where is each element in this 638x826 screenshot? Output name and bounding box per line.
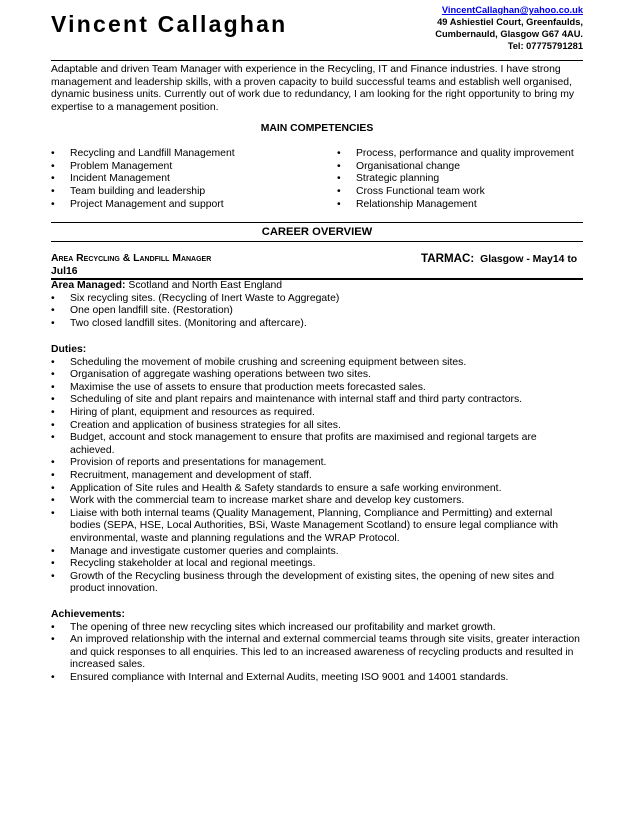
achievements-list bbox=[51, 622, 583, 685]
phone-number: Tel: 07775791281 bbox=[507, 41, 583, 51]
duties-section bbox=[51, 344, 583, 596]
list-item: • Manage and investigate customer queries and complaints. bbox=[51, 546, 583, 559]
list-item: • Liaise with both internal teams (Quality Management, Planning, Compliance and Permitting) and external bodies (SEPA, HSE, Local Authorities, BSi, Waste Management Scotland) to ensure legal compliance with environmental, waste and planning regulations and the WRAP Protocol. bbox=[51, 508, 583, 546]
area-managed bbox=[51, 280, 583, 293]
career-heading: CAREER OVERVIEW bbox=[261, 226, 373, 238]
candidate-name: Vincent Callaghan bbox=[51, 11, 288, 37]
job-location-dates: Glasgow - May14 to bbox=[480, 254, 578, 265]
list-item: • Organisation of aggregate washing operations between two sites. bbox=[51, 369, 583, 382]
job-details bbox=[51, 280, 583, 330]
employer-name: TARMAC: bbox=[421, 252, 475, 265]
area-managed-value: Scotland and North East England bbox=[128, 280, 283, 291]
competencies-left-list bbox=[51, 148, 235, 212]
job-title: Area Recycling & Landfill Manager bbox=[51, 253, 212, 264]
list-item: • Incident Management bbox=[51, 173, 235, 186]
list-item: • Application of Site rules and Health & Safety standards to ensure a safe working environment. bbox=[51, 483, 583, 496]
list-item: • Project Management and support bbox=[51, 199, 235, 212]
list-item: • Recruitment, management and development of staff. bbox=[51, 470, 583, 483]
address-line-1: 49 Ashiestiel Court, Greenfaulds, bbox=[437, 17, 583, 27]
profile-summary: Adaptable and driven Team Manager with experience in the Recycling, IT and Finance industries. I have strong management and leadership skills, with a proven capacity to build successful teams and establish well organised, dynamic business units. Currently out of work due to redundancy, I am looking for the right opportunity to bring my expertise to a management position. bbox=[51, 64, 575, 113]
list-item: • Maximise the use of assets to ensure that production meets forecasted sales. bbox=[51, 382, 583, 395]
address-line-2: Cumbernauld, Glasgow G67 4AU. bbox=[435, 29, 583, 39]
list-item: • One open landfill site. (Restoration) bbox=[51, 305, 583, 318]
list-item: • Process, performance and quality improvement bbox=[337, 148, 574, 161]
duties-list bbox=[51, 357, 583, 596]
list-item: • Organisational change bbox=[337, 161, 574, 174]
header-divider bbox=[51, 60, 583, 61]
competencies-right-list bbox=[337, 148, 574, 212]
career-top-divider bbox=[51, 222, 583, 223]
employer-line bbox=[421, 252, 577, 265]
duties-label: Duties: bbox=[51, 344, 87, 355]
achievements-section bbox=[51, 609, 583, 685]
list-item: • Ensured compliance with Internal and External Audits, meeting ISO 9001 and 14001 standards. bbox=[51, 672, 583, 685]
list-item: • Creation and application of business strategies for all sites. bbox=[51, 420, 583, 433]
list-item: • Budget, account and stock management to ensure that profits are maximised and regional targets are achieved. bbox=[51, 432, 583, 457]
list-item: • Provision of reports and presentations for management. bbox=[51, 457, 583, 470]
list-item: • Six recycling sites. (Recycling of Inert Waste to Aggregate) bbox=[51, 293, 583, 306]
list-item: • Relationship Management bbox=[337, 199, 574, 212]
list-item: • Strategic planning bbox=[337, 173, 574, 186]
email-link[interactable]: VincentCallaghan@yahoo.co.uk bbox=[441, 5, 583, 15]
competencies-heading: MAIN COMPETENCIES bbox=[260, 123, 374, 134]
list-item: • Growth of the Recycling business through the development of existing sites, the opening of new sites and product innovation. bbox=[51, 571, 583, 596]
list-item: • Scheduling the movement of mobile crushing and screening equipment between sites. bbox=[51, 357, 583, 370]
list-item: • An improved relationship with the internal and external commercial teams through site visits, greater interaction and quick responses to all enquiries. This led to an increased awareness of recycling products and resulted in increased sales. bbox=[51, 634, 583, 672]
list-item: • Hiring of plant, equipment and resources as required. bbox=[51, 407, 583, 420]
sites-list bbox=[51, 293, 583, 331]
list-item: • Recycling stakeholder at local and regional meetings. bbox=[51, 558, 583, 571]
list-item: • The opening of three new recycling sites which increased our profitability and market growth. bbox=[51, 622, 583, 635]
resume-header bbox=[0, 0, 638, 60]
list-item: • Cross Functional team work bbox=[337, 186, 574, 199]
list-item: • Two closed landfill sites. (Monitoring and aftercare). bbox=[51, 318, 583, 331]
job-dates-continued: Jul16 bbox=[51, 266, 78, 277]
list-item: • Problem Management bbox=[51, 161, 235, 174]
list-item: • Work with the commercial team to increase market share and develop key customers. bbox=[51, 495, 583, 508]
contact-block bbox=[435, 4, 583, 52]
list-item: • Team building and leadership bbox=[51, 186, 235, 199]
job-heading bbox=[51, 253, 583, 279]
list-item: • Recycling and Landfill Management bbox=[51, 148, 235, 161]
list-item: • Scheduling of site and plant repairs and maintenance with internal staff and third party contractors. bbox=[51, 394, 583, 407]
area-managed-label: Area Managed: bbox=[51, 280, 126, 291]
career-bottom-divider bbox=[51, 241, 583, 242]
achievements-label: Achievements: bbox=[51, 609, 125, 620]
